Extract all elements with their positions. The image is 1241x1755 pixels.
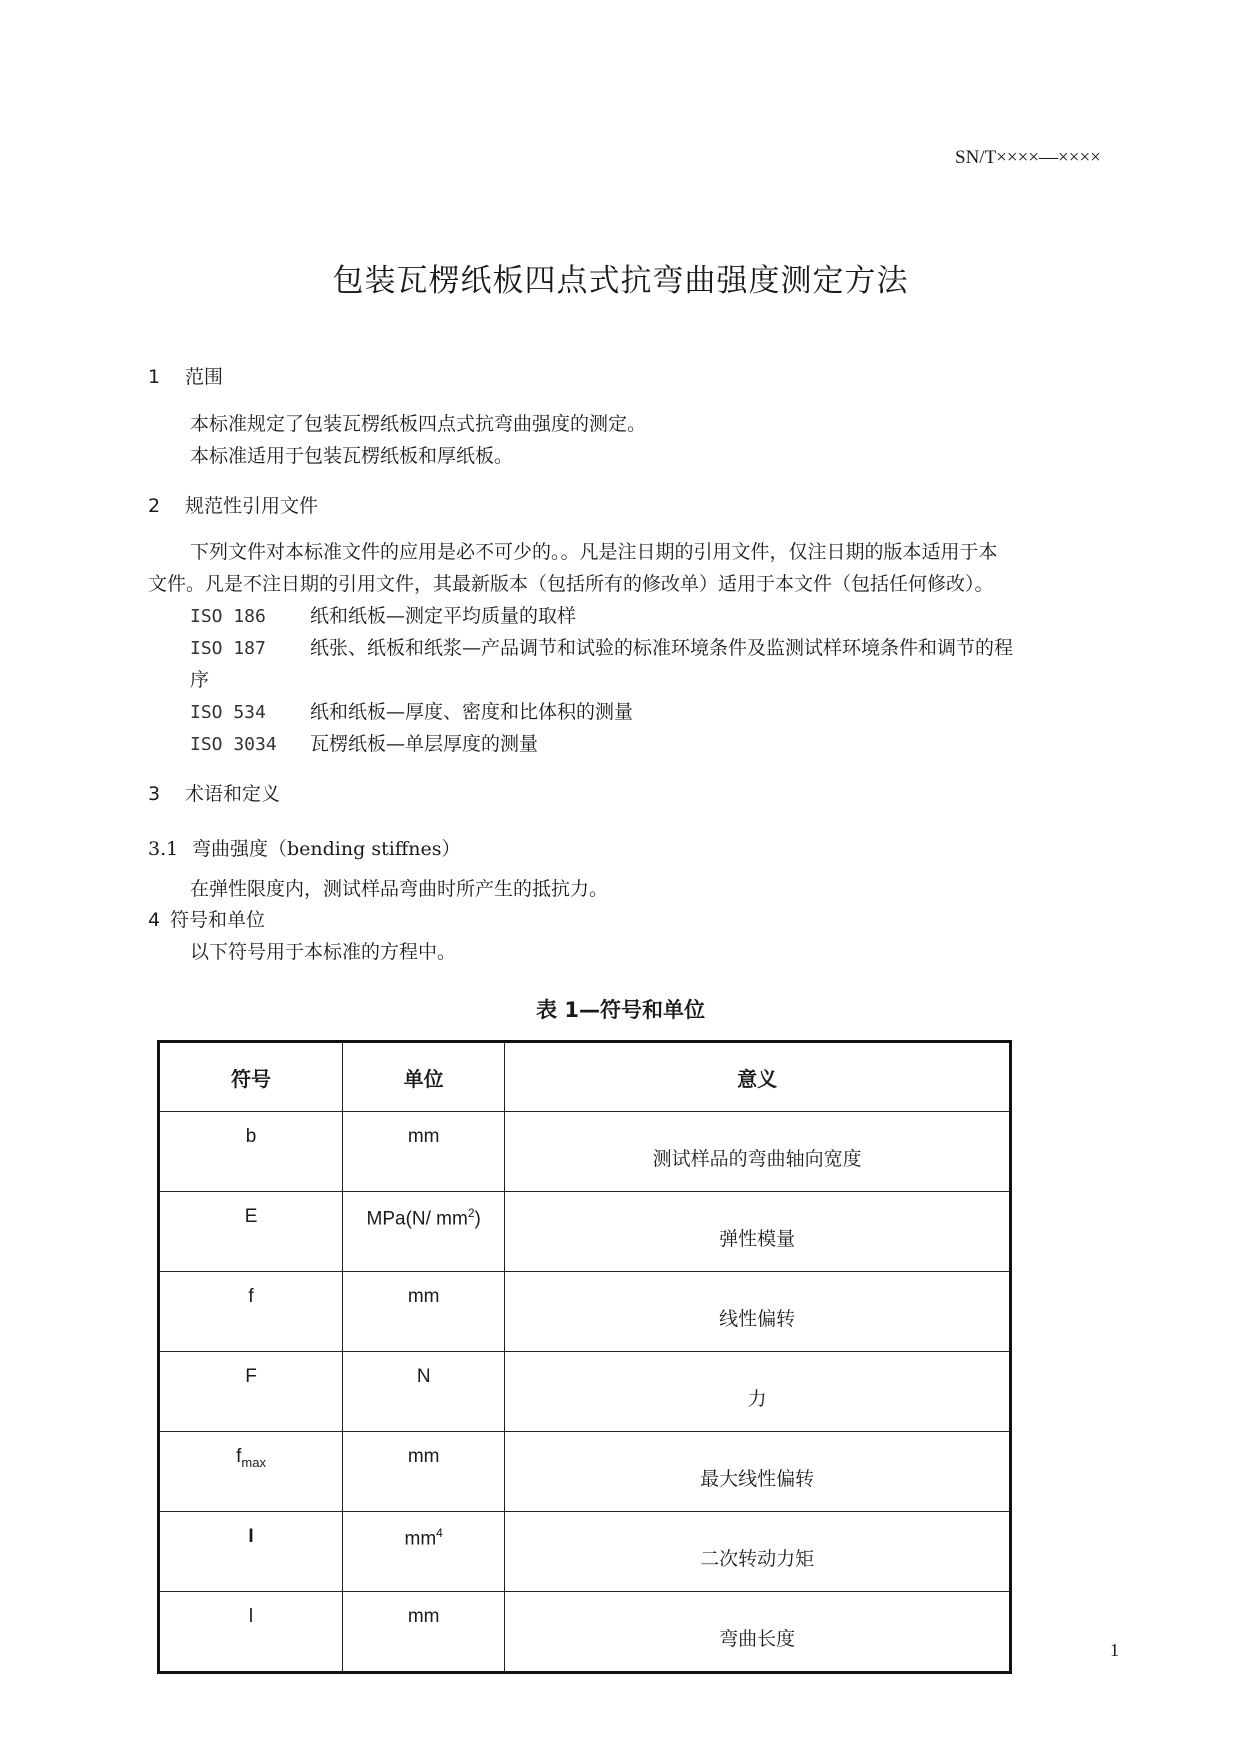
paragraph-line: 文件。凡是不注日期的引用文件，其最新版本（包括所有的修改单）适用于本文件（包括任何修改）。 xyxy=(148,573,994,595)
section-title: 规范性引用文件 xyxy=(185,495,319,517)
document-code: SN/T××××—×××× xyxy=(955,147,1101,168)
reference-code: ISO 187 xyxy=(190,638,266,659)
reference-code: ISO 534 xyxy=(190,702,266,723)
section-title: 范围 xyxy=(185,366,224,388)
symbol-subscript: max xyxy=(241,1454,266,1470)
definition: 在弹性限度内，测试样品弯曲时所产生的抵抗力。 xyxy=(190,878,609,900)
table-row xyxy=(159,1352,1011,1432)
paragraph: 以下符号用于本标准的方程中。 xyxy=(190,941,457,963)
table-header: 单位 xyxy=(343,1042,505,1112)
paragraph-line: 下列文件对本标准文件的应用是必不可少的。。凡是注日期的引用文件，仅注日期的版本适用于本 xyxy=(190,541,998,563)
page-number: 1 xyxy=(1110,1640,1119,1660)
symbol-cell: F xyxy=(159,1352,343,1432)
section-4-heading xyxy=(148,905,265,932)
unit-superscript: 2 xyxy=(467,1206,475,1220)
section-title: 术语和定义 xyxy=(185,783,281,805)
reference-title: 瓦楞纸板—单层厚度的测量 xyxy=(310,733,539,755)
section-1-heading xyxy=(148,362,223,389)
symbol-cell: l xyxy=(159,1592,343,1673)
unit-cell xyxy=(343,1512,505,1592)
table-header: 意义 xyxy=(505,1042,1011,1112)
subsection-3-1-heading xyxy=(148,834,461,861)
meaning-cell: 测试样品的弯曲轴向宽度 xyxy=(505,1112,1011,1192)
unit-text: mm xyxy=(404,1528,437,1550)
document-title: 包装瓦楞纸板四点式抗弯曲强度测定方法 xyxy=(332,263,909,299)
symbol-text: f xyxy=(236,1446,242,1467)
symbol-cell: I xyxy=(159,1512,343,1592)
reference-item xyxy=(190,601,576,628)
reference-item xyxy=(190,633,1013,660)
table-row xyxy=(159,1112,1011,1192)
unit-cell: mm xyxy=(343,1112,505,1192)
table-header-row xyxy=(159,1042,1011,1112)
meaning-cell: 最大线性偏转 xyxy=(505,1432,1011,1512)
unit-cell: mm xyxy=(343,1272,505,1352)
meaning-cell: 二次转动力矩 xyxy=(505,1512,1011,1592)
symbol-cell xyxy=(159,1432,343,1512)
reference-code: ISO 186 xyxy=(190,606,266,627)
symbol-cell: E xyxy=(159,1192,343,1272)
meaning-cell: 力 xyxy=(505,1352,1011,1432)
meaning-cell: 弯曲长度 xyxy=(505,1592,1011,1673)
table-row xyxy=(159,1432,1011,1512)
symbol-cell: b xyxy=(159,1112,343,1192)
section-title: 符号和单位 xyxy=(170,909,266,931)
section-3-heading xyxy=(148,779,280,806)
reference-item xyxy=(190,729,538,756)
unit-cell xyxy=(343,1192,505,1272)
symbol-cell: f xyxy=(159,1272,343,1352)
table-header: 符号 xyxy=(159,1042,343,1112)
reference-title: 纸和纸板—厚度、密度和比体积的测量 xyxy=(310,701,634,723)
paragraph: 本标准规定了包装瓦楞纸板四点式抗弯曲强度的测定。 xyxy=(190,413,647,435)
table-caption: 表 1—符号和单位 xyxy=(536,998,705,1022)
symbols-table xyxy=(157,1040,1012,1674)
table-row xyxy=(159,1592,1011,1673)
unit-text-end: ) xyxy=(474,1208,481,1230)
unit-text: MPa(N/ mm xyxy=(366,1208,468,1230)
meaning-cell: 线性偏转 xyxy=(505,1272,1011,1352)
table-row xyxy=(159,1512,1011,1592)
table-row xyxy=(159,1272,1011,1352)
section-2-heading xyxy=(148,491,318,518)
reference-continuation: 序 xyxy=(190,669,210,691)
reference-code: ISO 3034 xyxy=(190,734,277,755)
section-number: 4 xyxy=(148,909,161,931)
subsection-number: 3.1 xyxy=(148,838,179,860)
reference-title: 纸和纸板—测定平均质量的取样 xyxy=(310,605,577,627)
section-number: 1 xyxy=(148,366,161,388)
section-number: 3 xyxy=(148,783,161,805)
unit-superscript: 4 xyxy=(436,1526,443,1540)
unit-cell: N xyxy=(343,1352,505,1432)
unit-cell: mm xyxy=(343,1592,505,1673)
meaning-cell: 弹性模量 xyxy=(505,1192,1011,1272)
subsection-title: 弯曲强度（bending stiffnes） xyxy=(192,838,461,860)
table-row xyxy=(159,1192,1011,1272)
unit-cell: mm xyxy=(343,1432,505,1512)
paragraph: 本标准适用于包装瓦楞纸板和厚纸板。 xyxy=(190,445,514,467)
reference-title: 纸张、纸板和纸浆—产品调节和试验的标准环境条件及监测试样环境条件和调节的程 xyxy=(310,637,1014,659)
section-number: 2 xyxy=(148,495,161,517)
reference-item xyxy=(190,697,633,724)
